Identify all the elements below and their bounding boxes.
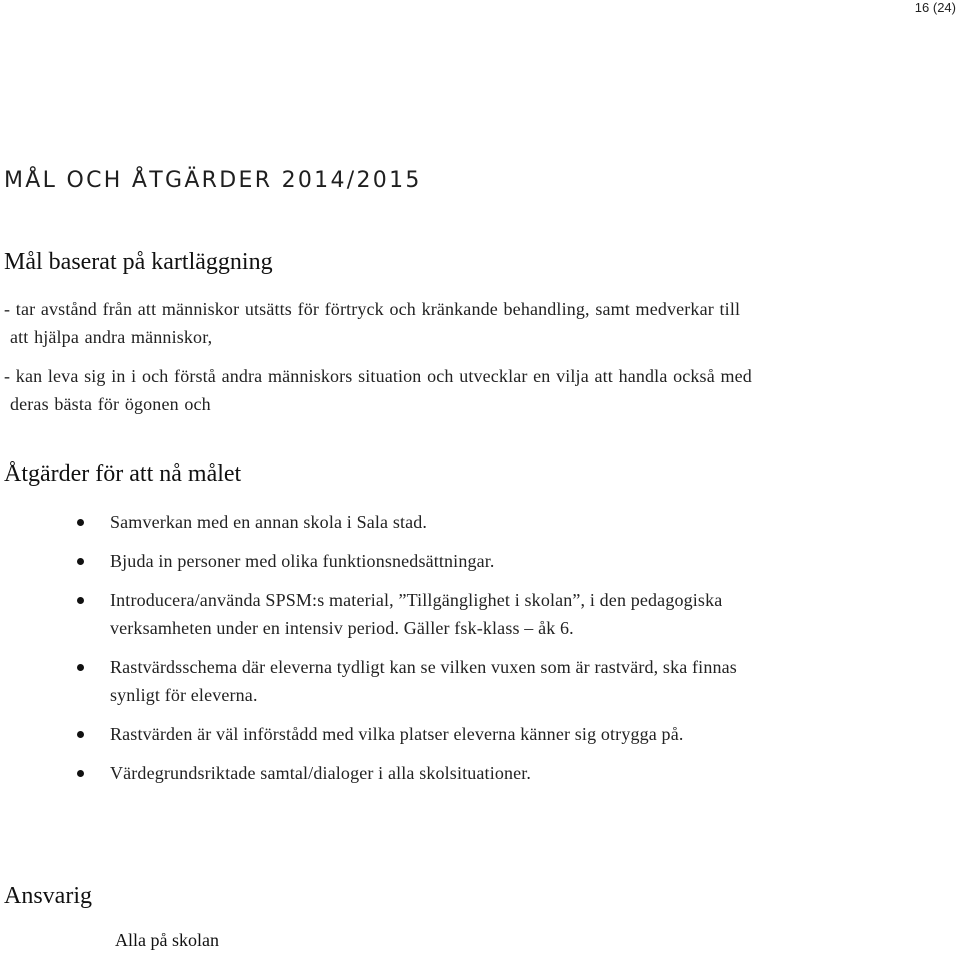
goal-heading: Mål baserat på kartläggning <box>4 249 273 275</box>
responsible-value: Alla på skolan <box>115 930 219 950</box>
actions-heading: Åtgärder för att nå målet <box>4 461 242 487</box>
bullet-icon <box>77 597 84 604</box>
bullet-icon <box>77 731 84 738</box>
action-item <box>0 508 960 536</box>
action-item-text: Värdegrundsriktade samtal/dialoger i alla skolsituationer. <box>110 763 532 783</box>
goal-item-line: att hjälpa andra människor, <box>10 327 213 347</box>
goal-item <box>0 362 960 418</box>
goal-item-line: - kan leva sig in i och förstå andra människors situation och utvecklar en vilja att handla också med <box>4 366 752 386</box>
action-item-text: Samverkan med en annan skola i Sala stad. <box>110 512 428 532</box>
page-title: MÅL OCH ÅTGÄRDER 2014/2015 <box>4 168 422 193</box>
goal-list <box>0 295 960 418</box>
page-number: 16 (24) <box>914 0 956 15</box>
bullet-icon <box>77 770 84 777</box>
action-item <box>0 759 960 787</box>
action-item <box>0 720 960 748</box>
action-item-text: Introducera/använda SPSM:s material, ”Tillgänglighet i skolan”, i den pedagogiska <box>110 590 723 610</box>
action-item <box>0 653 960 709</box>
bullet-icon <box>77 558 84 565</box>
goal-item-line: - tar avstånd från att människor utsätts för förtryck och kränkande behandling, samt medverkar till <box>4 299 741 319</box>
action-item-text: Bjuda in personer med olika funktionsnedsättningar. <box>110 551 495 571</box>
goal-item <box>0 295 960 351</box>
action-item <box>0 547 960 575</box>
action-item-text-cont: verksamheten under en intensiv period. Gäller fsk-klass – åk 6. <box>110 618 574 638</box>
action-item-text-cont: synligt för eleverna. <box>110 685 258 705</box>
actions-list <box>0 508 960 798</box>
bullet-icon <box>77 664 84 671</box>
bullet-icon <box>77 519 84 526</box>
responsible-heading: Ansvarig <box>4 883 92 909</box>
action-item-text: Rastvärden är väl införstådd med vilka platser eleverna känner sig otrygga på. <box>110 724 684 744</box>
action-item-text: Rastvärdsschema där eleverna tydligt kan se vilken vuxen som är rastvärd, ska finnas <box>110 657 737 677</box>
action-item <box>0 586 960 642</box>
goal-item-line: deras bästa för ögonen och <box>10 394 211 414</box>
